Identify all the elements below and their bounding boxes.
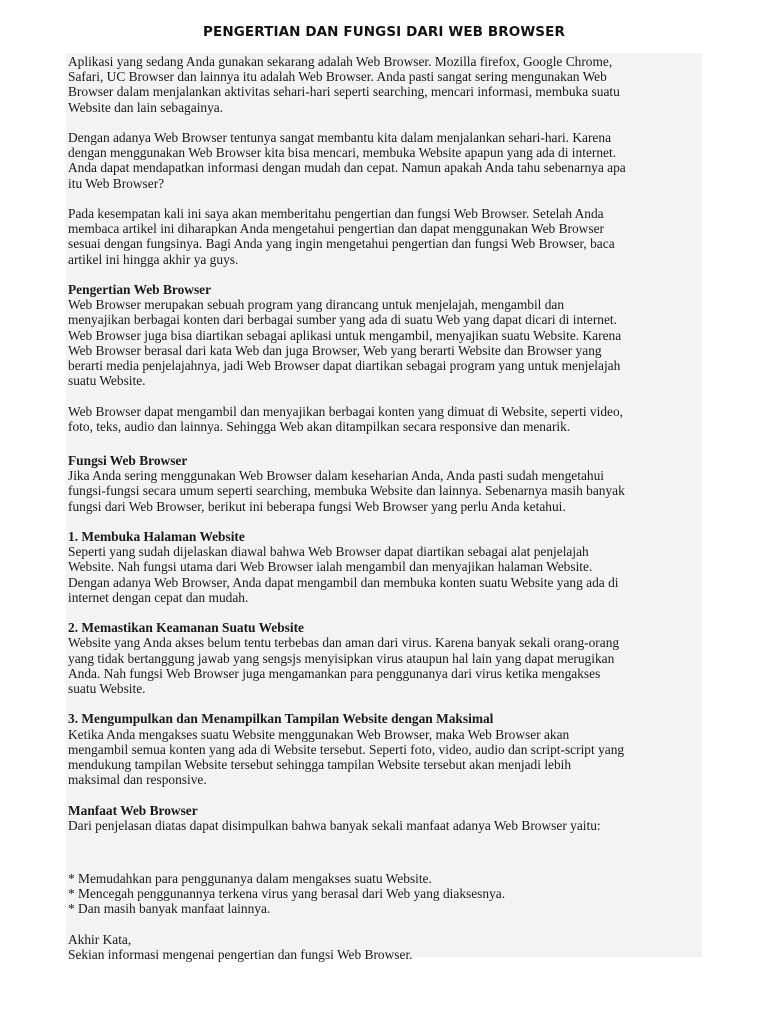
section-heading-pengertian: Pengertian Web Browser <box>68 282 212 297</box>
item-heading-3: 3. Mengumpulkan dan Menampilkan Tampilan Website dengan Maksimal <box>68 711 494 727</box>
item-heading-2: 2. Memastikan Keamanan Suatu Website <box>68 620 304 636</box>
document-body <box>66 53 702 963</box>
bullet-item-1: * Memudahkan para penggunanya dalam mengakses suatu Website. <box>68 871 432 887</box>
closing-line-1: Akhir Kata, <box>68 931 132 947</box>
fungsi-paragraph: Jika Anda sering menggunakan Web Browser dalam keseharian Anda, Anda pasti sudah mengetahui fungsi-fungsi secara umum seperti searching, membuka Website dan lainnya. Sebenarnya masih banyak fungsi dari Web Browser, berikut ini beberapa fungsi Web Browser yang perlu Anda ketahui. <box>68 468 625 514</box>
pengertian-paragraph-2: Web Browser dapat mengambil dan menyajikan berbagai konten yang dimuat di Website, seperti video, foto, teks, audio dan lainnya. Sehingga Web akan ditampilkan secara responsive dan menarik. <box>68 403 624 434</box>
section-heading-fungsi: Fungsi Web Browser <box>68 453 188 469</box>
item-paragraph-2: Website yang Anda akses belum tentu terbebas dan aman dari virus. Karena banyak sekali orang-orang yang tidak bertanggung jawab yang sengsjs menyisipkan virus ataupun hal lain yang dapat merugikan Anda. Nah fungsi Web Browser juga mengamankan para penggunanya dari virus ketika mengakses suatu Website. <box>68 635 620 697</box>
bullet-item-2: * Mencegah penggunannya terkena virus yang berasal dari Web yang diaksesnya. <box>68 886 506 902</box>
manfaat-paragraph: Dari penjelasan diatas dapat disimpulkan bahwa banyak sekali manfaat adanya Web Browser yaitu: <box>68 817 601 833</box>
bullet-item-3: * Dan masih banyak manfaat lainnya. <box>68 901 271 917</box>
section-heading-manfaat: Manfaat Web Browser <box>68 802 198 818</box>
intro-paragraph-2: Dengan adanya Web Browser tentunya sangat membantu kita dalam menjalankan sehari-hari. Karena dengan menggunakan Web Browser kita bisa mencari, membuka Website apapun yang ada di internet. Anda dapat mendapatkan informasi dengan mudah dan cepat. Namun apakah Anda tahu sebenarnya apa itu Web Browser? <box>68 130 626 191</box>
item-paragraph-1: Seperti yang sudah dijelaskan diawal bahwa Web Browser dapat diartikan sebagai alat penjelajah Website. Nah fungsi utama dari Web Browser ialah mengambil dan menyajikan halaman Website. Dengan adanya Web Browser, Anda dapat mengambil dan membuka konten suatu Website yang ada di internet dengan cepat dan mudah. <box>68 544 619 605</box>
item-heading-1: 1. Membuka Halaman Website <box>68 529 245 545</box>
pengertian-paragraph-1: Web Browser merupakan sebuah program yang dirancang untuk menjelajah, mengambil dan menyajikan berbagai konten dari berbagai sumber yang ada di suatu Web yang dapat dicari di internet. Web Browser juga bisa diartikan sebagai aplikasi untuk mengambil, menyajikan suatu Website. Karena Web Browser berasal dari kata Web dan juga Browser, Web yang berarti Website dan Browser yang berarti media penjelajahnya, jadi Web Browser dapat diartikan sebagai program yang untuk menjelajah suatu Website. <box>68 297 622 389</box>
intro-paragraph-1: Aplikasi yang sedang Anda gunakan sekarang adalah Web Browser. Mozilla firefox, Google Chrome, Safari, UC Browser dan lainnya itu adalah Web Browser. Anda pasti sangat sering mengunakan Web Browser dalam menjalankan aktivitas sehari-hari seperti searching, mencari informasi, membuka suatu Website dan lain sebagainya. <box>68 54 620 115</box>
intro-paragraph-3: Pada kesempatan kali ini saya akan memberitahu pengertian dan fungsi Web Browser. Setelah Anda membaca artikel ini diharapkan Anda mengetahui pengertian dan dapat menggunakan Web Browser sesuai dengan fungsinya. Bagi Anda yang ingin mengetahui pengertian dan fungsi Web Browser, baca artikel ini hingga akhir ya guys. <box>68 206 615 267</box>
closing-line-2: Sekian informasi mengenai pengertian dan fungsi Web Browser. <box>68 947 413 963</box>
page-title: PENGERTIAN DAN FUNGSI DARI WEB BROWSER <box>203 24 565 40</box>
item-paragraph-3: Ketika Anda mengakses suatu Website menggunakan Web Browser, maka Web Browser akan mengambil semua konten yang ada di Website tersebut. Seperti foto, video, audio dan script-script yang mendukung tampilan Website tersebut sehingga tampilan Website tersebut akan menjadi lebih maksimal dan responsive. <box>68 726 625 788</box>
